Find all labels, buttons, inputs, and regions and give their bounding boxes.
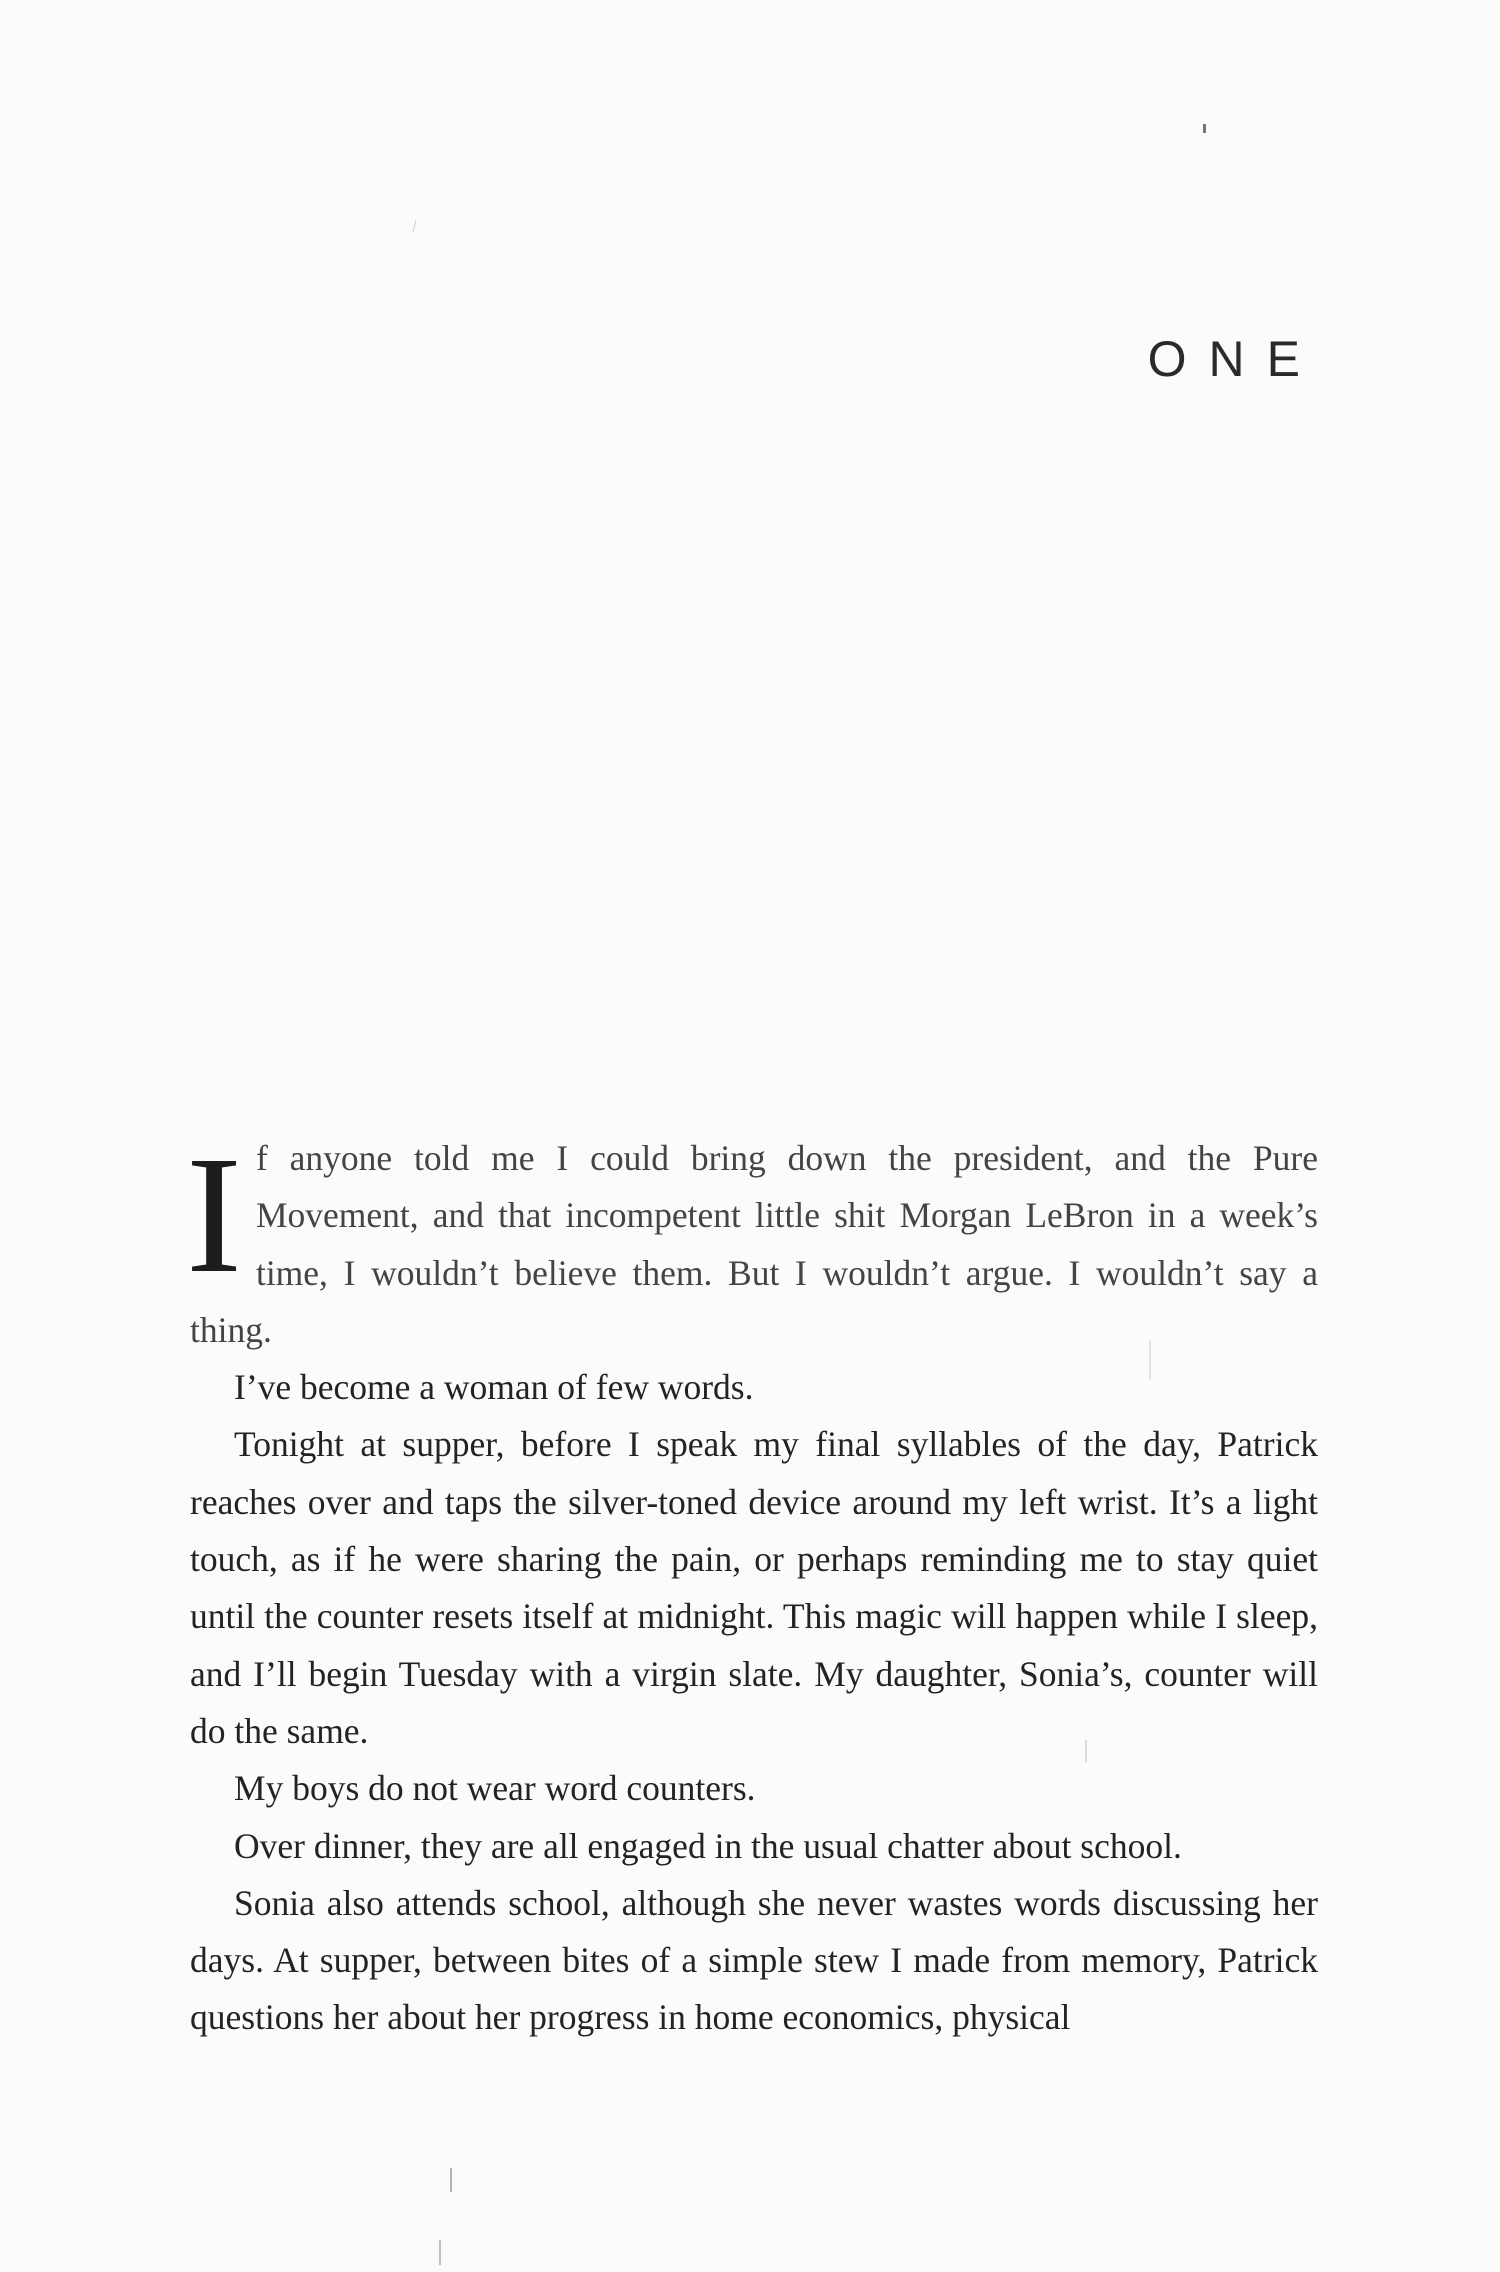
drop-cap: I [186,1122,242,1308]
paragraph: Sonia also attends school, although she never wastes words discussing her days. At supper, between bites of a simple stew I made from memory, Patrick questions her about her progress in home economics, physical [190,1882,1318,2038]
paragraph: My boys do not wear word counters. [234,1768,756,1809]
opening-text: f anyone told me I could bring down the president, and the Pure Movement, and that incompetent little shit Morgan LeBron in a week’s time, I wouldn’t believe them. But I wouldn’t argue. I wouldn’t say a thing. [190,1138,1318,1350]
paragraph: Tonight at supper, before I speak my final syllables of the day, Patrick reaches over and taps the silver-toned device around my left wrist. It’s a light touch, as if he were sharing the pain, or perhaps reminding me to stay quiet until the counter resets itself at midnight. This magic will happen while I sleep, and I’ll begin Tuesday with a virgin slate. My daughter, Sonia’s, counter will do the same. [190,1424,1318,1751]
speck [1203,124,1206,133]
chapter-body [186,1122,1318,2047]
chapter-heading: ONE [1147,331,1322,387]
speck [413,220,416,232]
paragraph: I’ve become a woman of few words. [234,1367,754,1408]
opening-paragraph [186,1122,1318,1359]
paragraph: Over dinner, they are all engaged in the usual chatter about school. [234,1825,1182,1866]
